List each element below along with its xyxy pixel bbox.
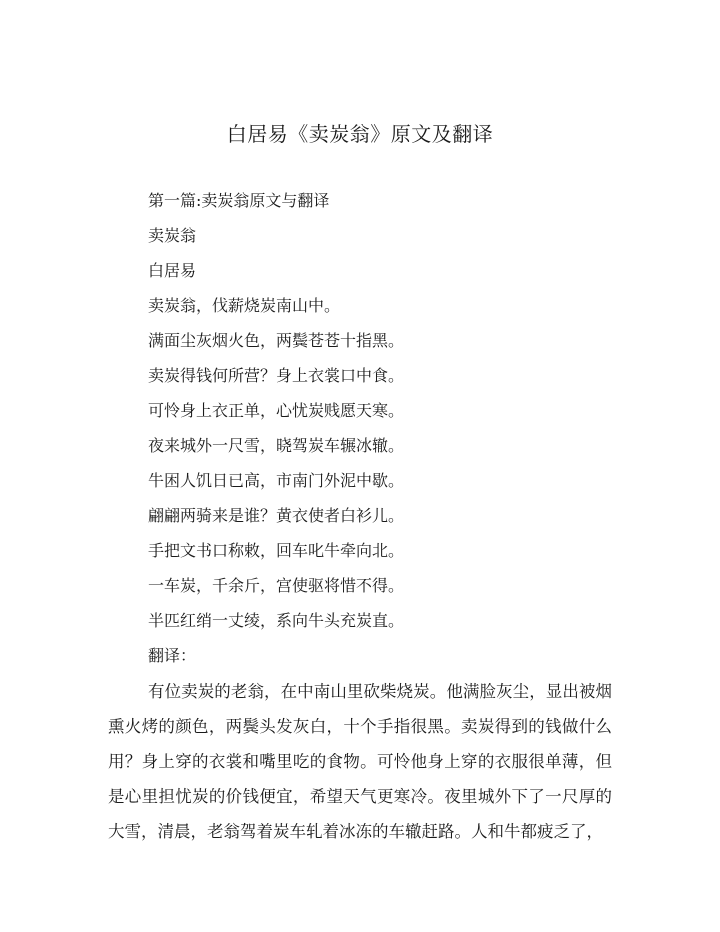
poem-line: 手把文书口称敕，回车叱牛牵向北。 bbox=[148, 541, 405, 560]
section-heading: 第一篇:卖炭翁原文与翻译 bbox=[148, 191, 330, 210]
poem-line: 夜来城外一尺雪，晓驾炭车辗冰辙。 bbox=[148, 436, 405, 455]
poem-line: 半匹红绡一丈绫，系向牛头充炭直。 bbox=[148, 611, 405, 630]
poem-line: 可怜身上衣正单，心忧炭贱愿天寒。 bbox=[148, 401, 405, 420]
translation-paragraph: 有位卖炭的老翁，在中南山里砍柴烧炭。他满脸灰尘，显出被烟熏火烤的颜色，两鬓头发灰白，十个手指很黑。卖炭得到的钱做什么用？身上穿的衣裳和嘴里吃的食物。可怜他身上穿的衣服很单薄，但是心里担忧炭的价钱便宜，希望天气更寒冷。夜里城外下了一尺厚的大雪，清晨，老翁驾着炭车轧着冰冻的车辙赶路。人和牛都疲乏了， bbox=[108, 682, 612, 841]
poem-line: 满面尘灰烟火色，两鬓苍苍十指黑。 bbox=[148, 331, 405, 350]
poem-title: 卖炭翁 bbox=[148, 226, 197, 245]
document-title: 白居易《卖炭翁》原文及翻译 bbox=[226, 122, 494, 146]
poem-line: 卖炭翁，伐薪烧炭南山中。 bbox=[148, 296, 341, 315]
poem-line: 一车炭，千余斤，宫使驱将惜不得。 bbox=[148, 576, 405, 595]
poem-line: 牛困人饥日已高，市南门外泥中歇。 bbox=[148, 471, 405, 490]
poem-line: 翩翩两骑来是谁？黄衣使者白衫儿。 bbox=[148, 506, 405, 525]
poem-author: 白居易 bbox=[148, 261, 197, 280]
poem-line: 卖炭得钱何所营？身上衣裳口中食。 bbox=[148, 366, 405, 385]
translation-heading: 翻译： bbox=[148, 646, 197, 665]
